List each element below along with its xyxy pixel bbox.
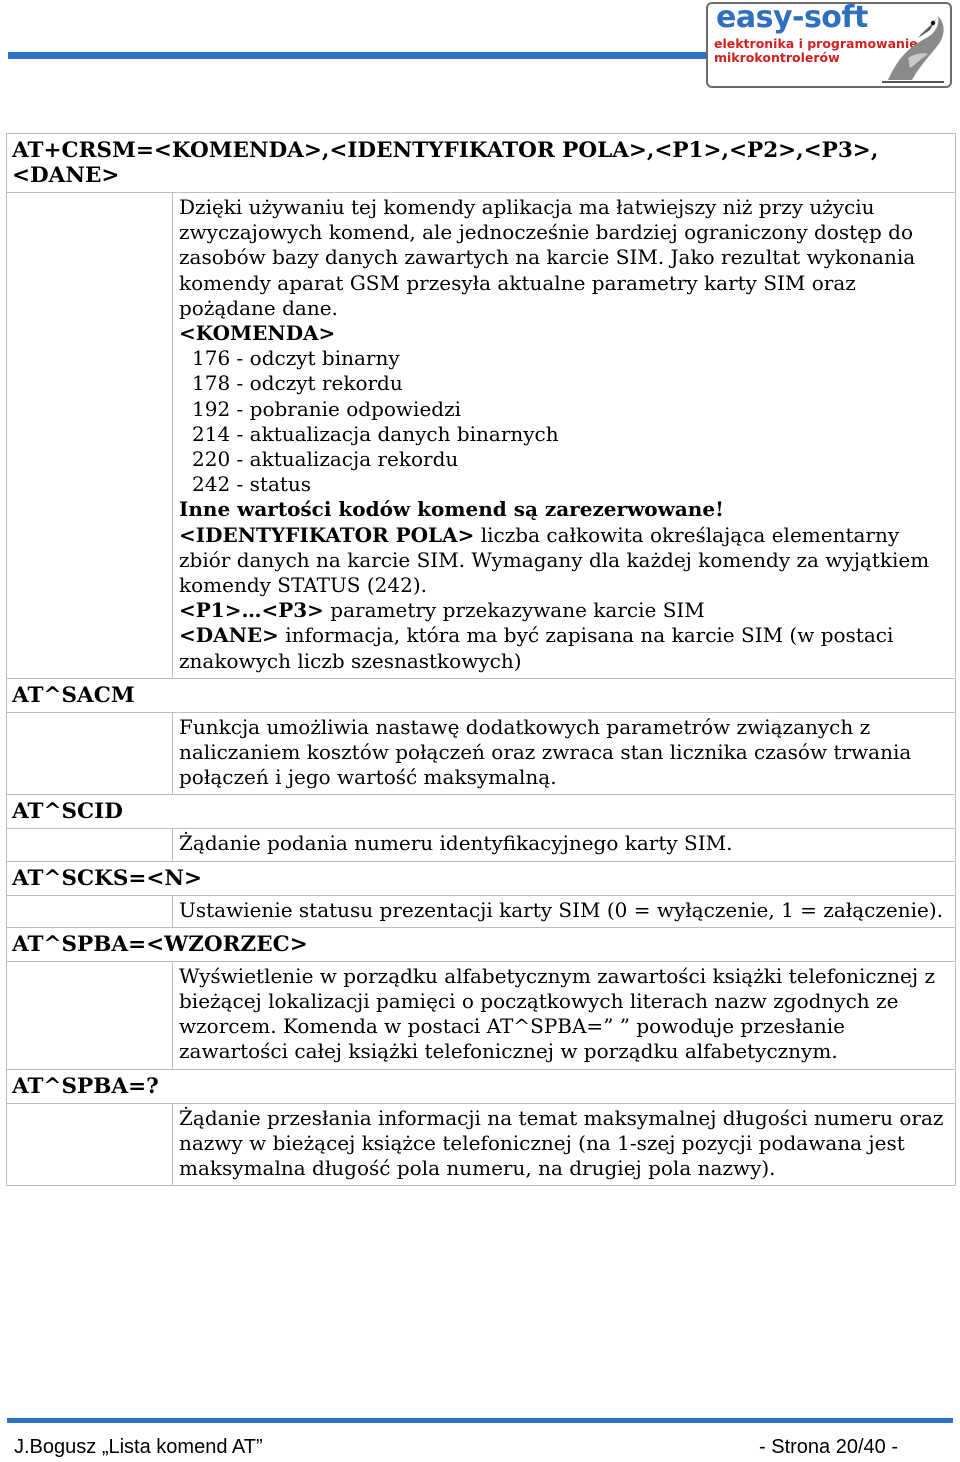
empty-cell xyxy=(7,829,173,861)
page-number: - Strona 20/40 - xyxy=(759,1436,898,1458)
command-name-cont: <DANE> xyxy=(12,163,120,188)
footer-author-title: J.Bogusz „Lista komend AT” xyxy=(14,1436,263,1458)
table-row-scks-desc xyxy=(7,895,956,927)
logo-title: easy-soft xyxy=(716,2,868,35)
table-row-spba-desc xyxy=(7,961,956,1069)
param-label: <IDENTYFIKATOR POLA> xyxy=(179,522,475,547)
param-desc xyxy=(179,623,949,673)
empty-cell xyxy=(7,961,173,1069)
option-item: 214 - aktualizacja danych binarnych xyxy=(192,421,559,446)
description-text: Wyświetlenie w porządku alfabetycznym zawartości książki telefonicznej z bieżącej lokalizacji pamięci o początkowych literach nazw zgodnych ze wzorcem. Komenda w postaci AT^SPBA=” ” powoduje przesłanie zawartości całej książki telefonicznej w porządku alfabetycznym. xyxy=(173,961,956,1069)
param-label: <KOMENDA> xyxy=(179,321,336,346)
command-cell xyxy=(7,134,956,193)
table-row-sacm-desc xyxy=(7,712,956,795)
table-row-sacm xyxy=(7,678,956,712)
param-text: liczba całkowita określająca elementarny zbiór danych na karcie SIM. Wymagany dla każdej komendy za wyjątkiem komendy STATUS (242). xyxy=(179,522,930,598)
reserved-note: Inne wartości kodów komend są zarezerwowane! xyxy=(179,497,724,522)
description-text: Żądanie przesłania informacji na temat maksymalnej długości numeru oraz nazwy w bieżącej książce telefonicznej (na 1-szej pozycji podawana jest maksymalna długość pola numeru, na drugiej pola nazwy). xyxy=(173,1103,956,1186)
command-name: AT^SPBA=<WZORZEC> xyxy=(7,927,956,961)
param-desc xyxy=(179,523,949,599)
param-label: <DANE> xyxy=(179,623,279,648)
param-text: informacja, która ma być zapisana na karcie SIM (w postaci znakowych liczb szesnastkowych) xyxy=(179,623,894,673)
command-name: AT^SPBA=? xyxy=(7,1069,956,1103)
option-item: 242 - status xyxy=(192,472,312,497)
command-name: AT^SACM xyxy=(7,678,956,712)
description-text: Dzięki używaniu tej komendy aplikacja ma łatwiejszy niż przy użyciu zwyczajowych komend, ale jednocześnie bardziej ograniczony dostęp do zasobów bazy danych zawartych na karcie SIM. Jako rezultat wykonania komendy aparat GSM przesyła aktualne parametry karty SIM oraz pożądane dane. xyxy=(179,195,916,320)
header-accent-bar xyxy=(8,52,708,59)
description-text: Funkcja umożliwia nastawę dodatkowych parametrów związanych z naliczaniem kosztów połączeń oraz zwraca stan licznika czasów trwania połączeń i jego wartość maksymalną. xyxy=(173,712,956,795)
option-item: 176 - odczyt binarny xyxy=(192,346,400,371)
table-row-scid xyxy=(7,795,956,829)
empty-cell xyxy=(7,193,173,679)
table-row-scks xyxy=(7,861,956,895)
option-item: 192 - pobranie odpowiedzi xyxy=(192,396,462,421)
command-name: AT+CRSM=<KOMENDA>,<IDENTYFIKATOR POLA>,<P1>,<P2>,<P3>, xyxy=(12,138,879,163)
empty-cell xyxy=(7,712,173,795)
footer-divider xyxy=(7,1418,953,1423)
at-commands-table xyxy=(6,133,956,1186)
description-cell xyxy=(173,193,956,679)
empty-cell xyxy=(7,895,173,927)
command-name: AT^SCKS=<N> xyxy=(7,861,956,895)
param-label: <P1>…<P3> xyxy=(179,598,324,623)
bird-mascot-icon xyxy=(878,8,948,84)
logo-tagline-1: elektronika i programowanie xyxy=(714,36,918,51)
param-desc xyxy=(179,598,949,623)
empty-cell xyxy=(7,1103,173,1186)
option-item: 178 - odczyt rekordu xyxy=(192,371,403,396)
table-row-spba-query xyxy=(7,1069,956,1103)
logo-tagline-2: mikrokontrolerów xyxy=(714,50,840,65)
table-row-spba xyxy=(7,927,956,961)
command-name: AT^SCID xyxy=(7,795,956,829)
table-row-spba-query-desc xyxy=(7,1103,956,1186)
param-text: parametry przekazywane karcie SIM xyxy=(323,598,705,623)
table-row-crsm-desc xyxy=(7,193,956,679)
table-row-scid-desc xyxy=(7,829,956,861)
option-item: 220 - aktualizacja rekordu xyxy=(192,447,459,472)
table-row-crsm xyxy=(7,134,956,193)
description-text: Żądanie podania numeru identyfikacyjnego karty SIM. xyxy=(173,829,956,861)
description-text: Ustawienie statusu prezentacji karty SIM (0 = wyłączenie, 1 = załączenie). xyxy=(173,895,956,927)
easy-soft-logo xyxy=(706,2,952,88)
